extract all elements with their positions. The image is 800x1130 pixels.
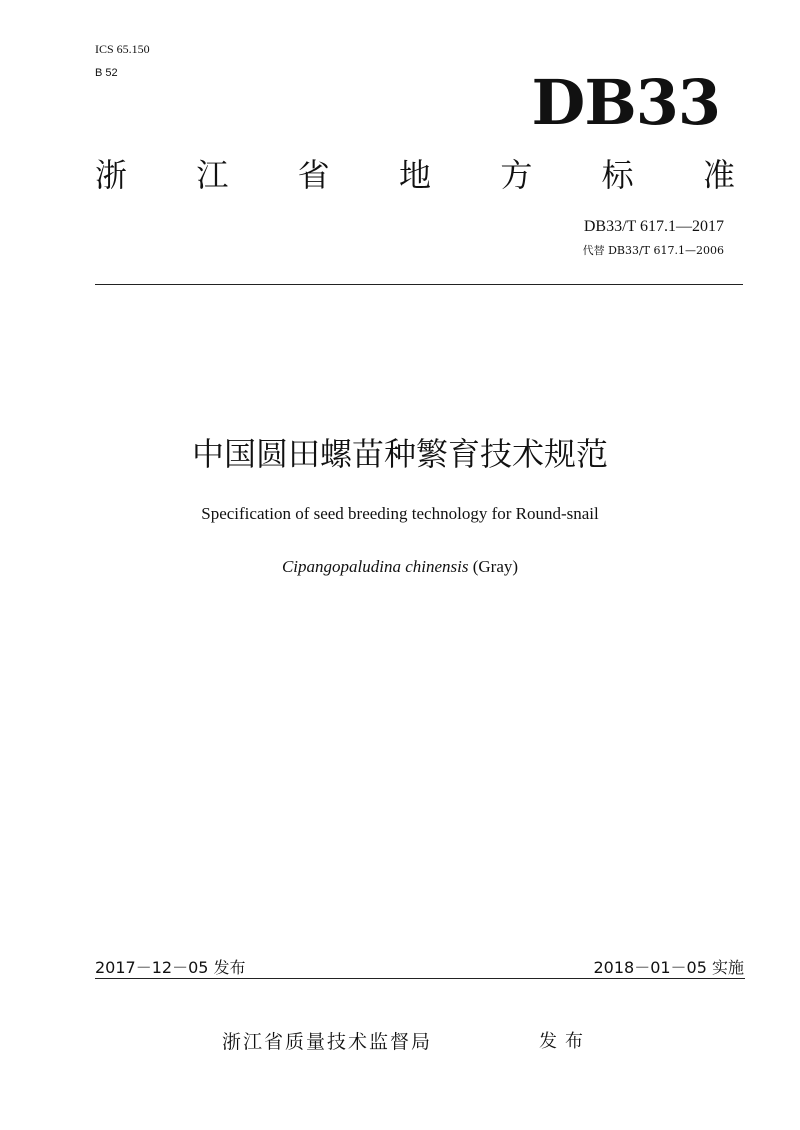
publisher: 浙江省质量技术监督局 [222,1031,433,1053]
title-char: 江 [196,156,229,194]
issue-date: 2017－12－05 发布 [95,958,246,977]
scientific-name-line [0,556,800,578]
title-char: 省 [297,156,330,194]
title-char: 标 [601,156,634,194]
title-char: 浙 [95,156,128,194]
ics-code: ICS 65.150 [95,42,150,56]
document-title-cn: 中国圆田螺苗种繁育技术规范 [191,435,608,473]
publish-label: 发布 [539,1031,591,1052]
replaces-standard: 代替 DB33/T 617.1—2006 [582,244,724,257]
standard-category-title [95,154,735,196]
title-char: 地 [398,156,431,194]
footer-divider [95,978,745,979]
db-logo: DB33 [531,66,720,139]
standard-number: DB33/T 617.1—2017 [583,218,724,235]
scientific-name: Cipangopaludina chinensis [281,557,469,576]
header-divider [95,284,743,285]
document-title-en: Specification of seed breeding technology for Round-snail [201,504,599,523]
ccs-code: B 52 [95,67,118,79]
title-char: 方 [500,156,533,194]
title-char: 准 [702,156,735,194]
implementation-date: 2018－01－05 实施 [593,958,744,977]
scientific-author: (Gray) [468,557,519,576]
